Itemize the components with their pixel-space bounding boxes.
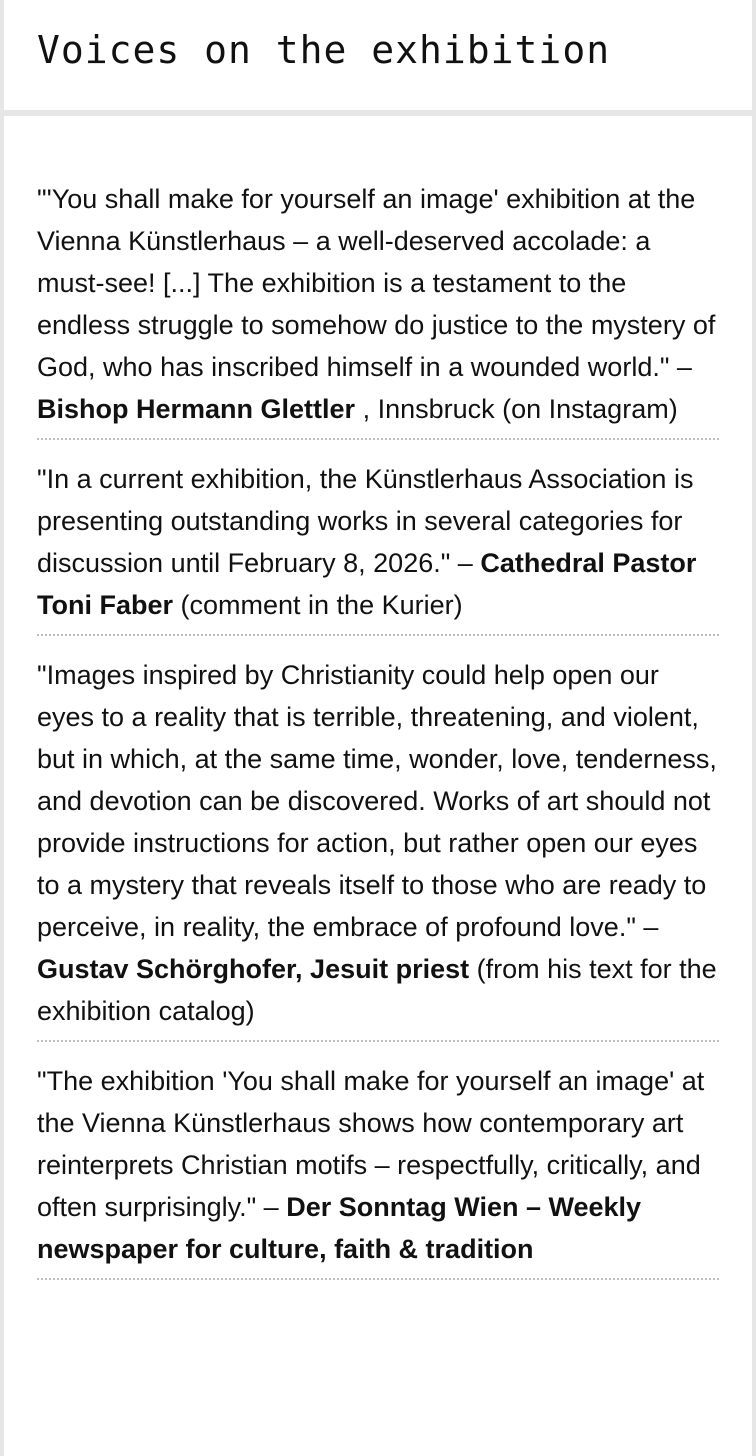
quote-text: "'You shall make for yourself an image' exhibition at the Vienna Künstlerhaus – a well-deserved accolade: a must-see! [...] The exhibition is a testament to the endless struggle to somehow do justice to the mystery of God, who has inscribed himself in a wounded world." –	[37, 184, 716, 382]
quote-source: (from his text for the exhibition catalog)	[37, 954, 717, 1026]
quote-author: Gustav Schörghofer, Jesuit priest	[37, 954, 470, 984]
quote-item-2	[37, 454, 719, 636]
quote-source: , Innsbruck (on Instagram)	[355, 394, 678, 424]
quote-author: Der Sonntag Wien – Weekly newspaper for culture, faith & tradition	[37, 1192, 642, 1264]
quote-item-4	[37, 1056, 719, 1280]
quote-source: (comment in the Kurier)	[173, 590, 463, 620]
section-header	[4, 0, 752, 110]
quote-item-3	[37, 650, 719, 1042]
quote-author: Cathedral Pastor Toni Faber	[37, 548, 697, 620]
quotes-list	[4, 116, 752, 1456]
quote-text: "The exhibition 'You shall make for yourself an image' at the Vienna Künstlerhaus shows how contemporary art reinterprets Christian motifs – respectfully, critically, and often surprisingly." –	[37, 1066, 705, 1222]
quote-item-1	[37, 178, 719, 440]
section-title: Voices on the exhibition	[37, 28, 611, 72]
quote-text: "In a current exhibition, the Künstlerhaus Association is presenting outstanding works in several categories for discussion until February 8, 2026." –	[37, 464, 694, 578]
quote-author: Bishop Hermann Glettler	[37, 394, 356, 424]
quote-text: "Images inspired by Christianity could help open our eyes to a reality that is terrible, threatening, and violent, but in which, at the same time, wonder, love, tenderness, and devotion can be discovered. Works of art should not provide instructions for action, but rather open our eyes to a mystery that reveals itself to those who are ready to perceive, in reality, the embrace of profound love." –	[37, 660, 717, 942]
